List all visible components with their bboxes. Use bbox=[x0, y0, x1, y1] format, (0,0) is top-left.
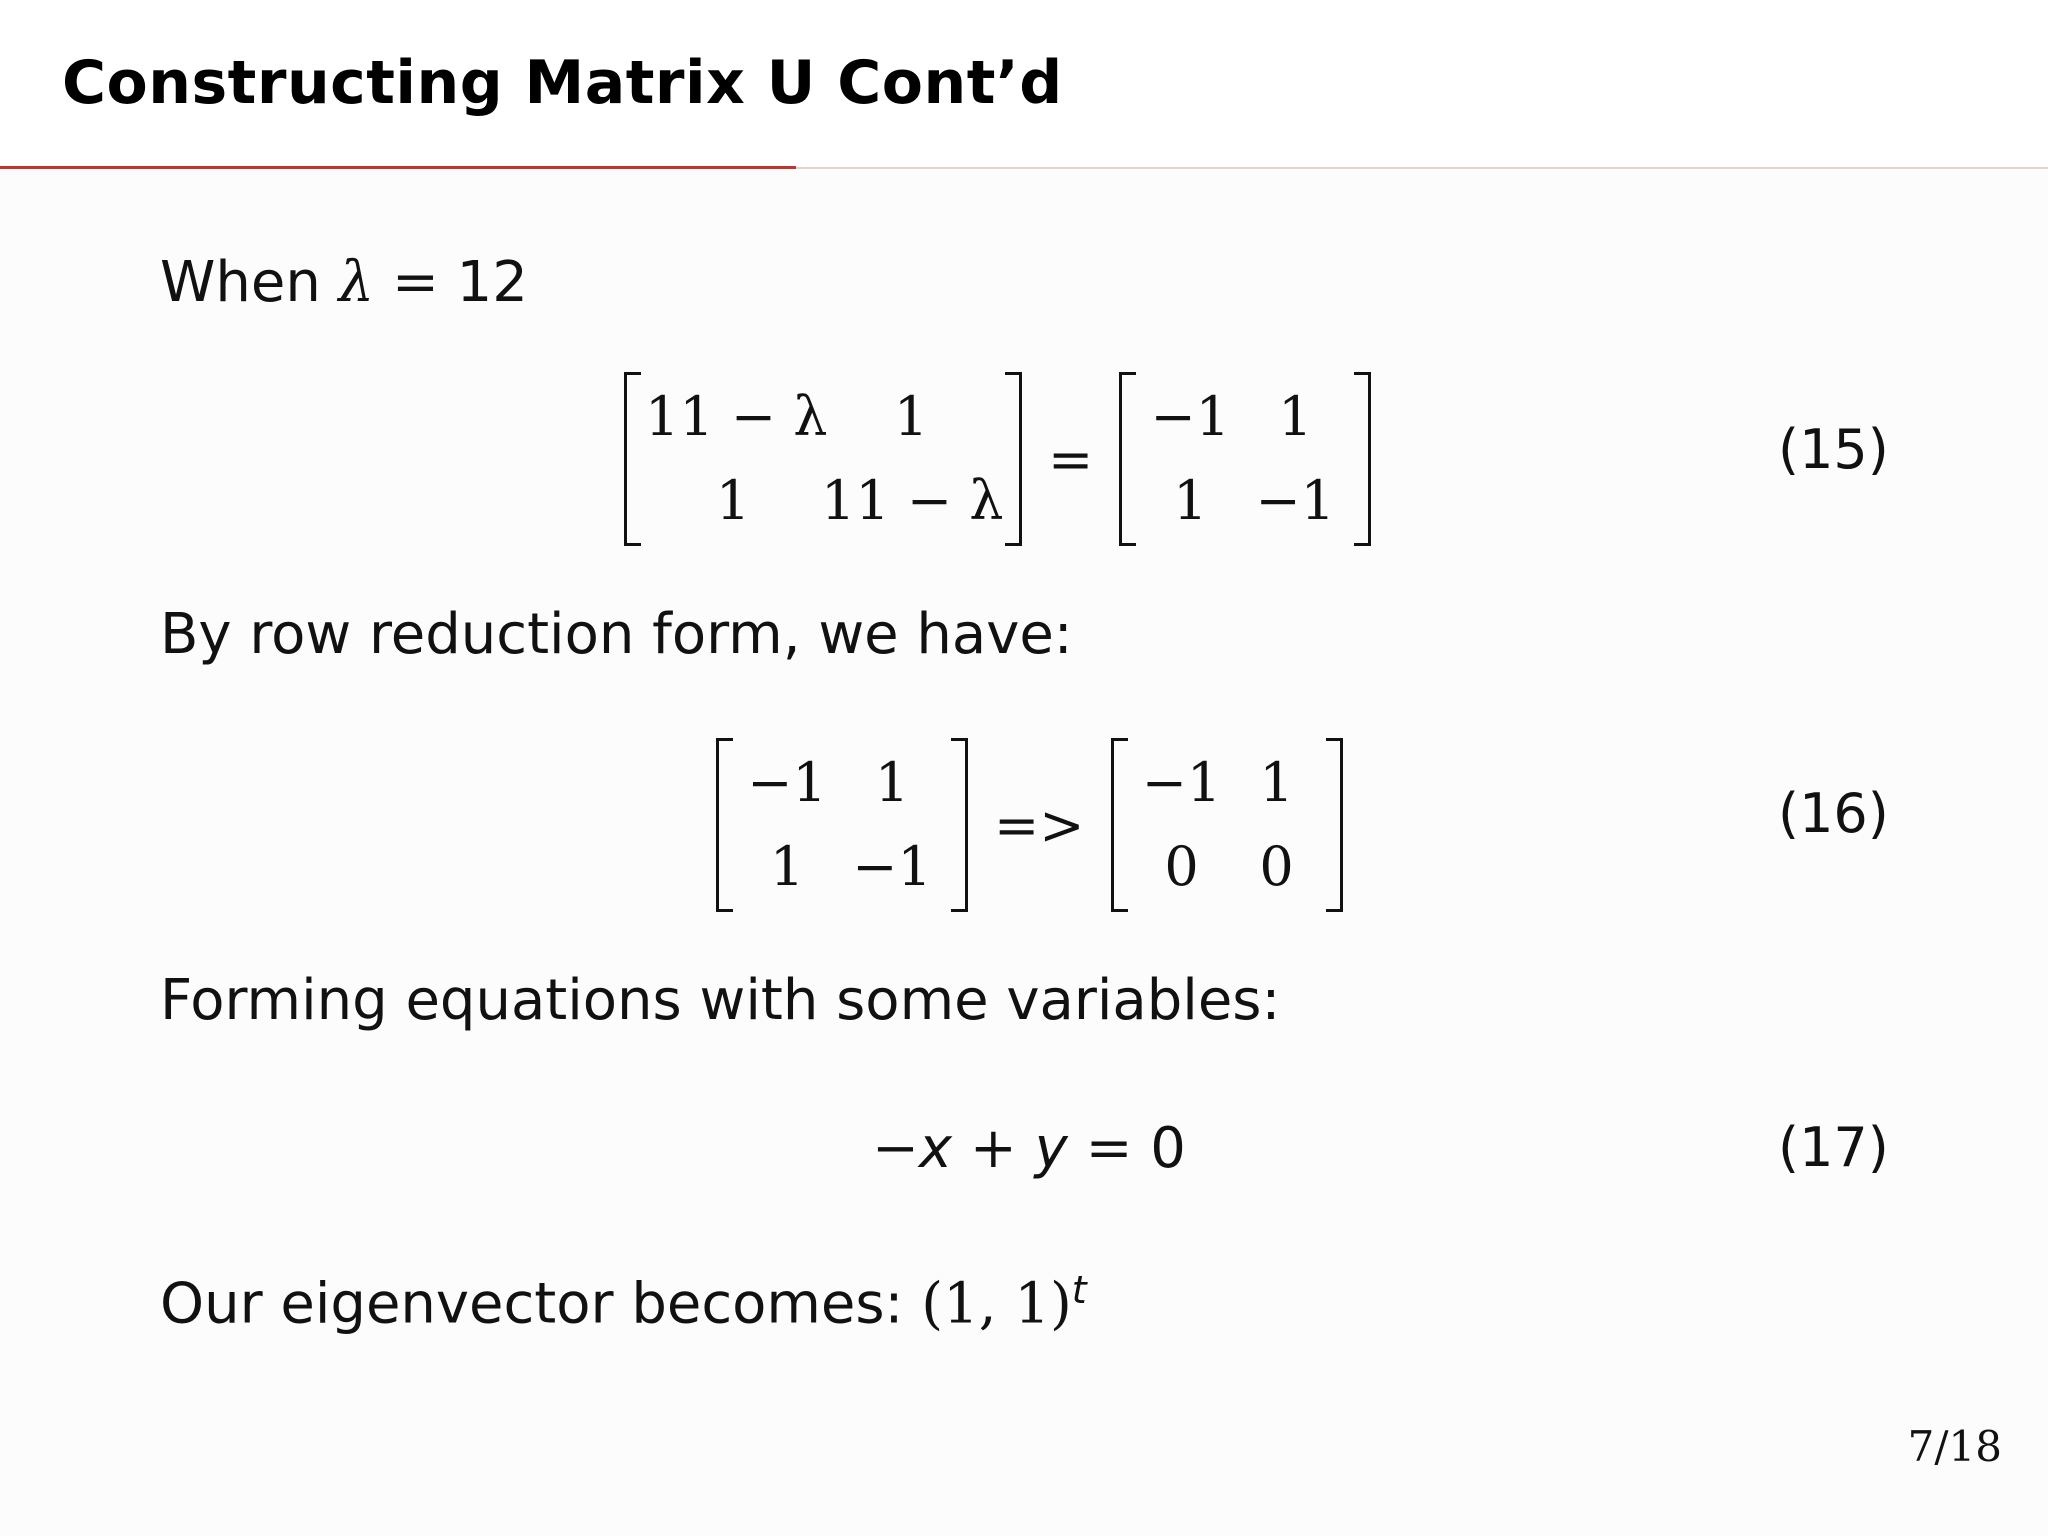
matrix-cell: 0 bbox=[1259, 835, 1294, 898]
slide-title: Constructing Matrix U Cont’d bbox=[62, 48, 1063, 118]
matrix-cell: 11 − λ bbox=[645, 385, 828, 448]
bracket-left bbox=[624, 372, 641, 546]
matrix-cell: 1 bbox=[1259, 751, 1294, 814]
eigenvector-prefix: Our eigenvector becomes: bbox=[160, 1271, 904, 1337]
matrix-cell: −1 bbox=[852, 835, 932, 898]
equation-16 bbox=[716, 738, 1343, 912]
plus-sign: + bbox=[969, 1116, 1017, 1181]
matrix-cell: 1 bbox=[874, 751, 910, 814]
eigenvector-value: (1, 1) bbox=[921, 1271, 1072, 1337]
equals-sign: = bbox=[1085, 1116, 1133, 1181]
matrix-cell: −1 bbox=[1150, 385, 1231, 448]
variable-y: y bbox=[1034, 1116, 1068, 1181]
matrix-cell: 1 bbox=[1173, 469, 1208, 532]
when-prefix: When bbox=[160, 250, 321, 315]
matrix-cell: 11 − λ bbox=[821, 469, 1004, 532]
matrix-cell: 1 bbox=[1278, 385, 1313, 448]
bracket-right bbox=[951, 738, 968, 912]
bracket-right bbox=[1326, 738, 1343, 912]
matrix-cell: 1 bbox=[715, 469, 751, 532]
matrix-cell: −1 bbox=[1141, 751, 1222, 814]
when-line bbox=[160, 250, 528, 315]
variable-x: x bbox=[918, 1116, 953, 1181]
when-value: 12 bbox=[456, 250, 528, 315]
page-number: 7/18 bbox=[1907, 1422, 2002, 1471]
equation-number-15: (15) bbox=[1778, 418, 1889, 481]
matrix-16-lhs bbox=[716, 738, 968, 912]
bracket-left bbox=[716, 738, 733, 912]
when-equals: = bbox=[391, 250, 439, 315]
implies-operator: => bbox=[994, 793, 1085, 857]
header-rule bbox=[796, 167, 2048, 169]
matrix-cell: 1 bbox=[769, 835, 805, 898]
matrix-15-rhs bbox=[1119, 372, 1371, 546]
forming-text: Forming equations with some variables: bbox=[160, 968, 1281, 1033]
minus-sign: − bbox=[872, 1116, 919, 1181]
matrix-cell: 0 bbox=[1164, 835, 1199, 898]
slide-header bbox=[0, 0, 2048, 170]
eigenvector-line bbox=[160, 1268, 1087, 1337]
matrix-cell: −1 bbox=[747, 751, 827, 814]
header-rule-accent bbox=[0, 166, 796, 169]
matrix-16-rhs bbox=[1111, 738, 1343, 912]
matrix-cell: 1 bbox=[893, 385, 929, 448]
equation-15 bbox=[624, 372, 1371, 546]
bracket-right bbox=[1354, 372, 1371, 546]
bracket-left bbox=[1111, 738, 1128, 912]
row-reduction-text: By row reduction form, we have: bbox=[160, 602, 1073, 667]
matrix-15-lhs bbox=[624, 372, 1022, 546]
transpose-superscript: t bbox=[1071, 1268, 1087, 1312]
equation-17 bbox=[872, 1116, 1186, 1181]
bracket-right bbox=[1005, 372, 1022, 546]
zero-value: 0 bbox=[1150, 1116, 1186, 1181]
lambda-symbol: λ bbox=[338, 250, 375, 315]
equation-number-16: (16) bbox=[1778, 782, 1889, 845]
equals-operator: = bbox=[1048, 427, 1094, 491]
bracket-left bbox=[1119, 372, 1136, 546]
equation-number-17: (17) bbox=[1778, 1116, 1889, 1179]
matrix-cell: −1 bbox=[1255, 469, 1336, 532]
